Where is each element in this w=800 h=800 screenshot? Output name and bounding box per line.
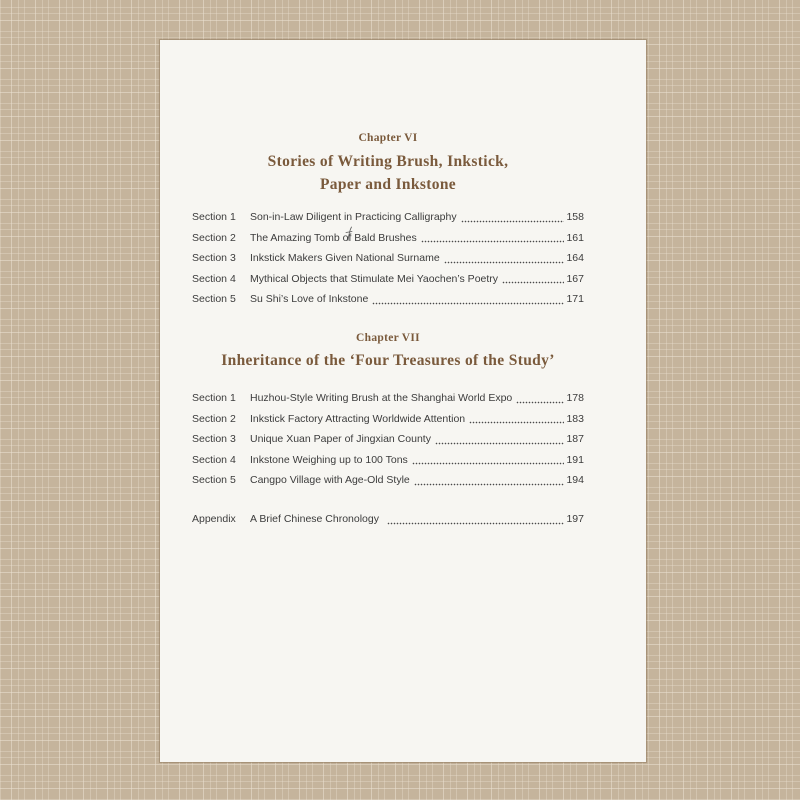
chapter-label: Chapter VI bbox=[358, 132, 418, 144]
section-label: Section 4 bbox=[192, 272, 236, 285]
chapter-title-line: Paper and Inkstone bbox=[319, 176, 457, 193]
entry-title: Inkstick Makers Given National Surname bbox=[250, 252, 440, 265]
dot-leader bbox=[461, 207, 565, 227]
page-number: 197 bbox=[566, 513, 584, 526]
appendix-label: Appendix bbox=[192, 513, 236, 526]
section-label: Section 3 bbox=[192, 252, 236, 265]
section-label: Section 3 bbox=[192, 433, 236, 446]
chapter-entries bbox=[192, 388, 584, 491]
chapter-entries bbox=[192, 207, 584, 310]
dot-leader bbox=[372, 289, 564, 309]
page-number: 178 bbox=[566, 392, 584, 405]
entry-title: Unique Xuan Paper of Jingxian County bbox=[250, 433, 431, 446]
toc-entry bbox=[192, 429, 584, 450]
page-number: 183 bbox=[566, 412, 584, 425]
section-label: Section 5 bbox=[192, 293, 236, 306]
dot-leader bbox=[387, 509, 564, 529]
page-number: 191 bbox=[566, 453, 584, 466]
toc-entry bbox=[192, 207, 584, 228]
toc-entry bbox=[192, 450, 584, 471]
section-label: Section 1 bbox=[192, 211, 236, 224]
section-label: Section 1 bbox=[192, 392, 236, 405]
entry-title: Huzhou-Style Writing Brush at the Shanghai World Expo bbox=[250, 392, 513, 405]
entry-title: A Brief Chinese Chronology bbox=[250, 513, 379, 526]
page-number: 171 bbox=[566, 293, 584, 306]
entry-title: Inkstick Factory Attracting Worldwide Attention bbox=[250, 412, 466, 425]
dot-leader bbox=[435, 429, 565, 449]
toc-entry bbox=[192, 228, 584, 249]
page-number: 194 bbox=[566, 474, 584, 487]
dot-leader bbox=[469, 409, 564, 429]
dot-leader bbox=[516, 388, 564, 408]
dot-leader bbox=[414, 470, 565, 490]
page-number: 164 bbox=[566, 252, 584, 265]
dot-leader bbox=[421, 228, 565, 248]
pen-mark bbox=[343, 226, 355, 242]
toc-entry bbox=[192, 269, 584, 290]
toc-entry-appendix bbox=[192, 509, 584, 530]
page-number: 167 bbox=[566, 272, 584, 285]
dot-leader bbox=[444, 248, 565, 268]
appendix-entries bbox=[192, 509, 584, 530]
section-label: Section 4 bbox=[192, 453, 236, 466]
page-number: 158 bbox=[566, 211, 584, 224]
toc-entry bbox=[192, 409, 584, 430]
page-number: 187 bbox=[566, 433, 584, 446]
entry-title: Su Shi’s Love of Inkstone bbox=[250, 293, 369, 306]
toc-entry bbox=[192, 248, 584, 269]
chapter-title-line: Stories of Writing Brush, Inkstick, bbox=[267, 153, 509, 170]
chapter-title-line: Inheritance of the ‘Four Treasures of the Study’ bbox=[221, 352, 555, 369]
entry-title: Cangpo Village with Age-Old Style bbox=[250, 474, 410, 487]
entry-title: Son-in-Law Diligent in Practicing Calligraphy bbox=[250, 211, 457, 224]
section-label: Section 2 bbox=[192, 231, 236, 244]
section-label: Section 5 bbox=[192, 474, 236, 487]
dot-leader bbox=[412, 450, 565, 470]
entry-title: The Amazing Tomb of Bald Brushes bbox=[250, 231, 417, 244]
page-number: 161 bbox=[566, 231, 584, 244]
dot-leader bbox=[502, 269, 564, 289]
section-label: Section 2 bbox=[192, 412, 236, 425]
toc-entry bbox=[192, 470, 584, 491]
toc-entry bbox=[192, 289, 584, 310]
chapter-title bbox=[192, 349, 584, 372]
chapter-title bbox=[192, 150, 584, 196]
entry-title: Inkstone Weighing up to 100 Tons bbox=[250, 453, 408, 466]
chapter-label: Chapter VII bbox=[356, 332, 420, 344]
toc-entry bbox=[192, 388, 584, 409]
entry-title: Mythical Objects that Stimulate Mei Yaochen’s Poetry bbox=[250, 272, 499, 285]
